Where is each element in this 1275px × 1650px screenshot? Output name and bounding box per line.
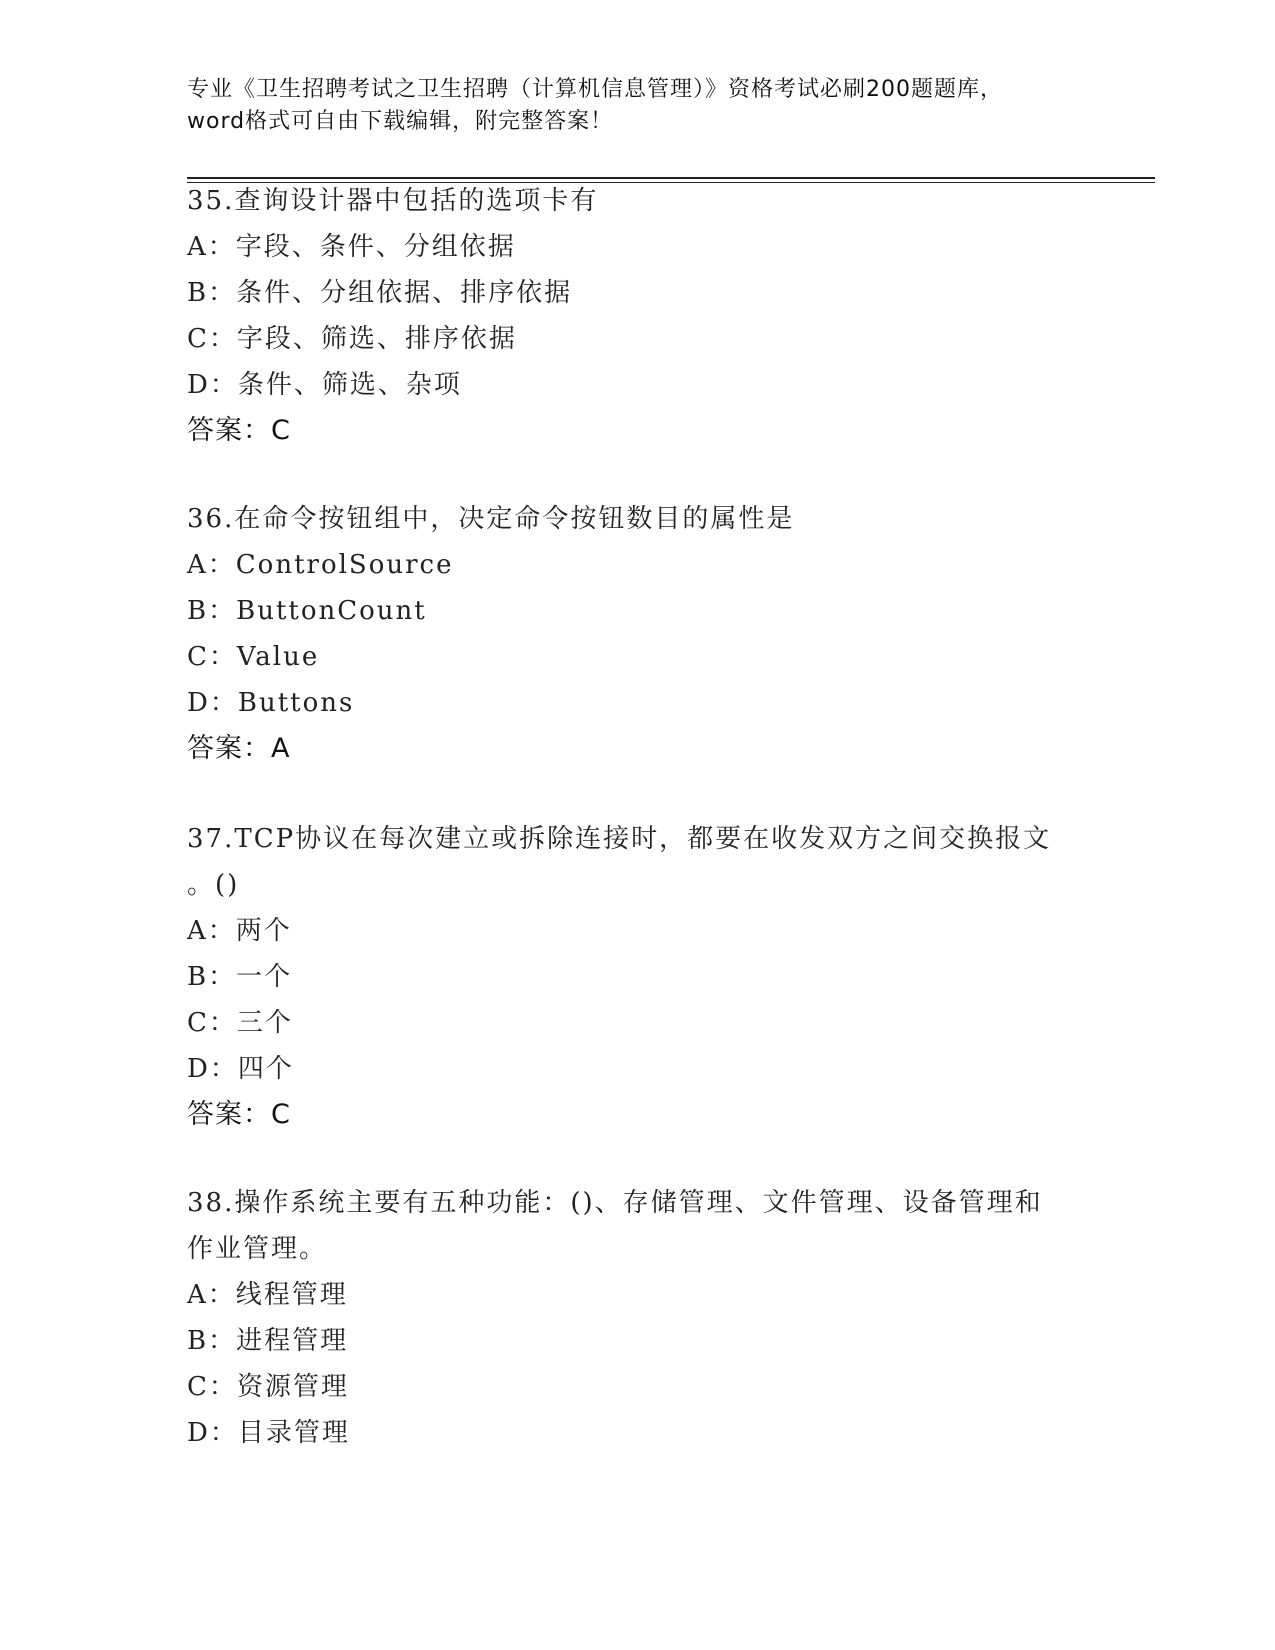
option-b: B：一个 xyxy=(187,962,293,992)
option-b: B：进程管理 xyxy=(187,1326,349,1356)
option-a: A：两个 xyxy=(187,916,292,946)
question-38 xyxy=(187,1180,1087,1456)
question-text-line-1: 38.操作系统主要有五种功能：()、存储管理、文件管理、设备管理和 xyxy=(187,1188,1043,1218)
option-a: A：线程管理 xyxy=(187,1280,348,1310)
option-d: D：条件、筛选、杂项 xyxy=(187,370,462,400)
option-b: B：条件、分组依据、排序依据 xyxy=(187,278,573,308)
answer: 答案：C xyxy=(187,1099,291,1130)
option-c: C：资源管理 xyxy=(187,1372,349,1402)
option-c: C：Value xyxy=(187,642,320,672)
header-line-1: 专业《卫生招聘考试之卫生招聘（计算机信息管理）》资格考试必刷200题题库， xyxy=(187,77,1003,102)
answer: 答案：C xyxy=(187,415,291,446)
option-d: D：Buttons xyxy=(187,688,355,718)
question-text: 36.在命令按钮组中，决定命令按钮数目的属性是 xyxy=(187,504,795,534)
option-b: B：ButtonCount xyxy=(187,596,427,626)
answer: 答案：A xyxy=(187,733,291,764)
question-37 xyxy=(187,816,1087,1138)
option-a: A：字段、条件、分组依据 xyxy=(187,232,516,262)
option-c: C：三个 xyxy=(187,1008,293,1038)
question-text-line-2: 作业管理。 xyxy=(187,1234,328,1264)
option-c: C：字段、筛选、排序依据 xyxy=(187,324,517,354)
question-text-line-1: 37.TCP协议在每次建立或拆除连接时，都要在收发双方之间交换报文 xyxy=(187,824,1052,854)
question-36 xyxy=(187,496,1087,772)
question-text-line-2: 。() xyxy=(187,870,240,900)
document-header xyxy=(187,74,1087,138)
option-d: D：目录管理 xyxy=(187,1418,350,1448)
question-text: 35.查询设计器中包括的选项卡有 xyxy=(187,186,599,216)
option-d: D：四个 xyxy=(187,1054,294,1084)
header-line-2: word格式可自由下载编辑，附完整答案！ xyxy=(187,109,614,134)
question-35 xyxy=(187,178,1087,454)
option-a: A：ControlSource xyxy=(187,550,454,580)
